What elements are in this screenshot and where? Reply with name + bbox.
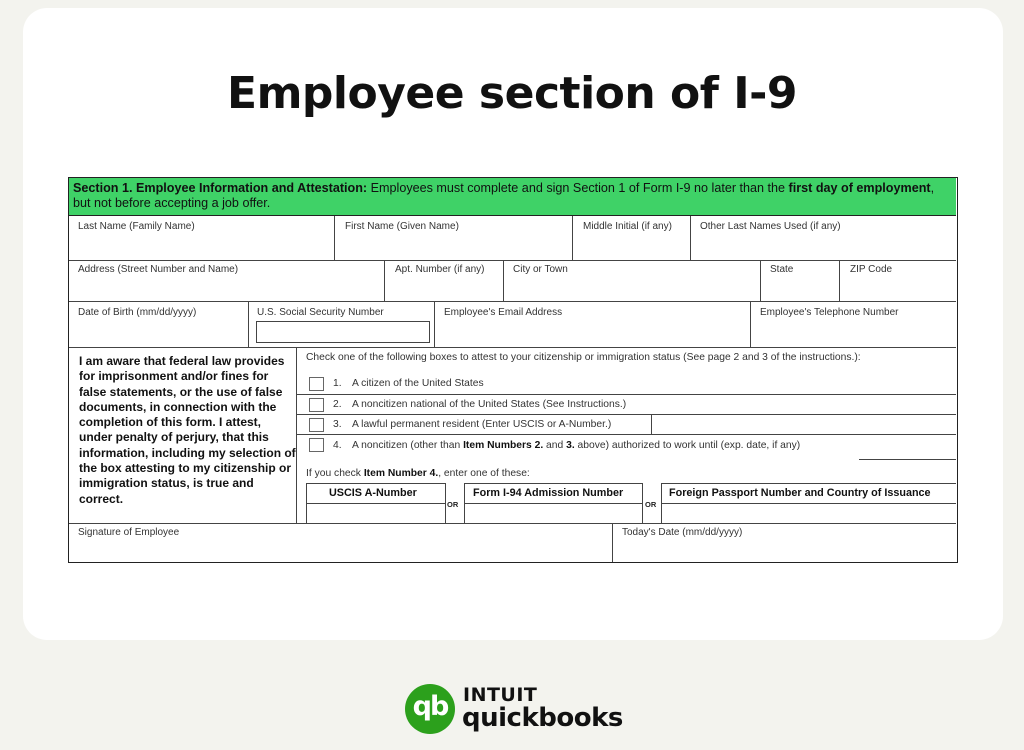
item-4-text: , enter one of these: <box>438 468 530 479</box>
i94-number-input[interactable] <box>466 505 641 522</box>
option-number: 1. <box>333 378 342 389</box>
signature-field[interactable]: Signature of Employee <box>78 527 180 538</box>
checkbox-citizen[interactable] <box>309 377 324 391</box>
divider <box>69 347 956 348</box>
divider <box>69 301 956 302</box>
brand-intuit: INTUIT <box>463 684 538 706</box>
checkbox-noncitizen-authorized[interactable] <box>309 438 324 452</box>
quickbooks-brand <box>405 684 635 736</box>
section-intro: Employees must complete and sign Section 1 of Form I-9 no later than the <box>367 181 789 195</box>
attestation-text: I am aware that federal law provides for imprisonment and/or fines for false statements, or the use of false documents, in connection with the completion of this form. I attest, under penalty of perjury, that this information, including my selection of the box attesting to my citizenship or immigration status, is true and correct. <box>79 354 296 506</box>
zip-field[interactable]: ZIP Code <box>850 264 893 275</box>
divider <box>334 216 335 260</box>
divider <box>464 503 642 504</box>
divider <box>248 301 249 347</box>
divider <box>306 503 445 504</box>
or-label: OR <box>447 500 459 509</box>
divider <box>69 260 956 261</box>
option-text-bold: Item Numbers 2. <box>463 440 544 451</box>
item-4-instructions <box>306 468 530 479</box>
section-heading: Section 1. Employee Information and Attestation: <box>73 181 368 195</box>
section-heading-bar <box>69 178 956 216</box>
divider <box>642 483 643 523</box>
divider <box>296 414 956 415</box>
item-4-bold: Item Number 4. <box>363 468 439 479</box>
divider <box>839 260 840 301</box>
middle-initial-field[interactable]: Middle Initial (if any) <box>583 221 672 232</box>
email-field[interactable]: Employee's Email Address <box>444 307 563 318</box>
dob-field[interactable]: Date of Birth (mm/dd/yyyy) <box>78 307 197 318</box>
city-field[interactable]: City or Town <box>513 264 568 275</box>
todays-date-field[interactable]: Today's Date (mm/dd/yyyy) <box>622 527 743 538</box>
exp-date-input[interactable] <box>859 440 954 458</box>
divider <box>384 260 385 301</box>
or-label: OR <box>645 500 657 509</box>
divider <box>612 523 613 562</box>
option-number: 3. <box>333 419 342 430</box>
divider <box>651 414 652 434</box>
uscis-number-input[interactable] <box>308 505 444 522</box>
logo-letters: qb <box>412 691 448 722</box>
divider <box>503 260 504 301</box>
option-noncitizen-authorized-label <box>352 440 800 451</box>
divider <box>661 483 956 484</box>
last-name-field[interactable]: Last Name (Family Name) <box>78 221 195 232</box>
apt-number-field[interactable]: Apt. Number (if any) <box>395 264 485 275</box>
divider <box>69 523 956 524</box>
divider <box>750 301 751 347</box>
page-title: Employee section of I-9 <box>227 68 797 119</box>
option-text: and <box>543 440 567 451</box>
quickbooks-logo-icon <box>405 684 455 734</box>
uscis-a-number-input[interactable] <box>653 416 953 432</box>
option-text-bold: 3. <box>566 440 575 451</box>
divider <box>464 483 642 484</box>
option-text: A noncitizen (other than <box>352 440 464 451</box>
option-citizen-label: A citizen of the United States <box>352 378 484 389</box>
ssn-label: U.S. Social Security Number <box>257 307 384 318</box>
divider <box>296 394 956 395</box>
address-field[interactable]: Address (Street Number and Name) <box>78 264 239 275</box>
option-text: above) authorized to work until (exp. date, if any) <box>574 440 801 451</box>
option-number: 2. <box>333 399 342 410</box>
state-field[interactable]: State <box>770 264 794 275</box>
option-number: 4. <box>333 440 342 451</box>
divider <box>661 503 956 504</box>
i94-heading: Form I-94 Admission Number <box>473 487 624 499</box>
section-outro: , but not before accepting a job offer. <box>73 181 935 210</box>
divider <box>760 260 761 301</box>
passport-heading: Foreign Passport Number and Country of Issuance <box>669 487 931 499</box>
item-4-text: If you check <box>306 468 364 479</box>
i9-form-section-1 <box>68 177 958 563</box>
option-permanent-resident-label: A lawful permanent resident (Enter USCIS or A-Number.) <box>352 419 612 430</box>
divider <box>434 301 435 347</box>
option-noncitizen-national-label: A noncitizen national of the United States (See Instructions.) <box>352 399 627 410</box>
ssn-input[interactable] <box>256 321 430 343</box>
uscis-a-number-heading: USCIS A-Number <box>329 487 417 499</box>
divider <box>690 216 691 260</box>
divider <box>296 434 956 435</box>
status-instructions: Check one of the following boxes to attest to your citizenship or immigration status (See page 2 and 3 of the instructions.): <box>306 352 861 363</box>
divider <box>572 216 573 260</box>
divider <box>859 459 956 460</box>
checkbox-noncitizen-national[interactable] <box>309 398 324 412</box>
checkbox-permanent-resident[interactable] <box>309 418 324 432</box>
first-name-field[interactable]: First Name (Given Name) <box>345 221 459 232</box>
divider <box>306 483 445 484</box>
passport-number-input[interactable] <box>663 505 953 522</box>
section-first-day: first day of employment <box>788 181 931 195</box>
other-last-names-field[interactable]: Other Last Names Used (if any) <box>700 221 841 232</box>
brand-quickbooks: quickbooks <box>462 703 623 733</box>
divider <box>445 483 446 523</box>
phone-field[interactable]: Employee's Telephone Number <box>760 307 899 318</box>
